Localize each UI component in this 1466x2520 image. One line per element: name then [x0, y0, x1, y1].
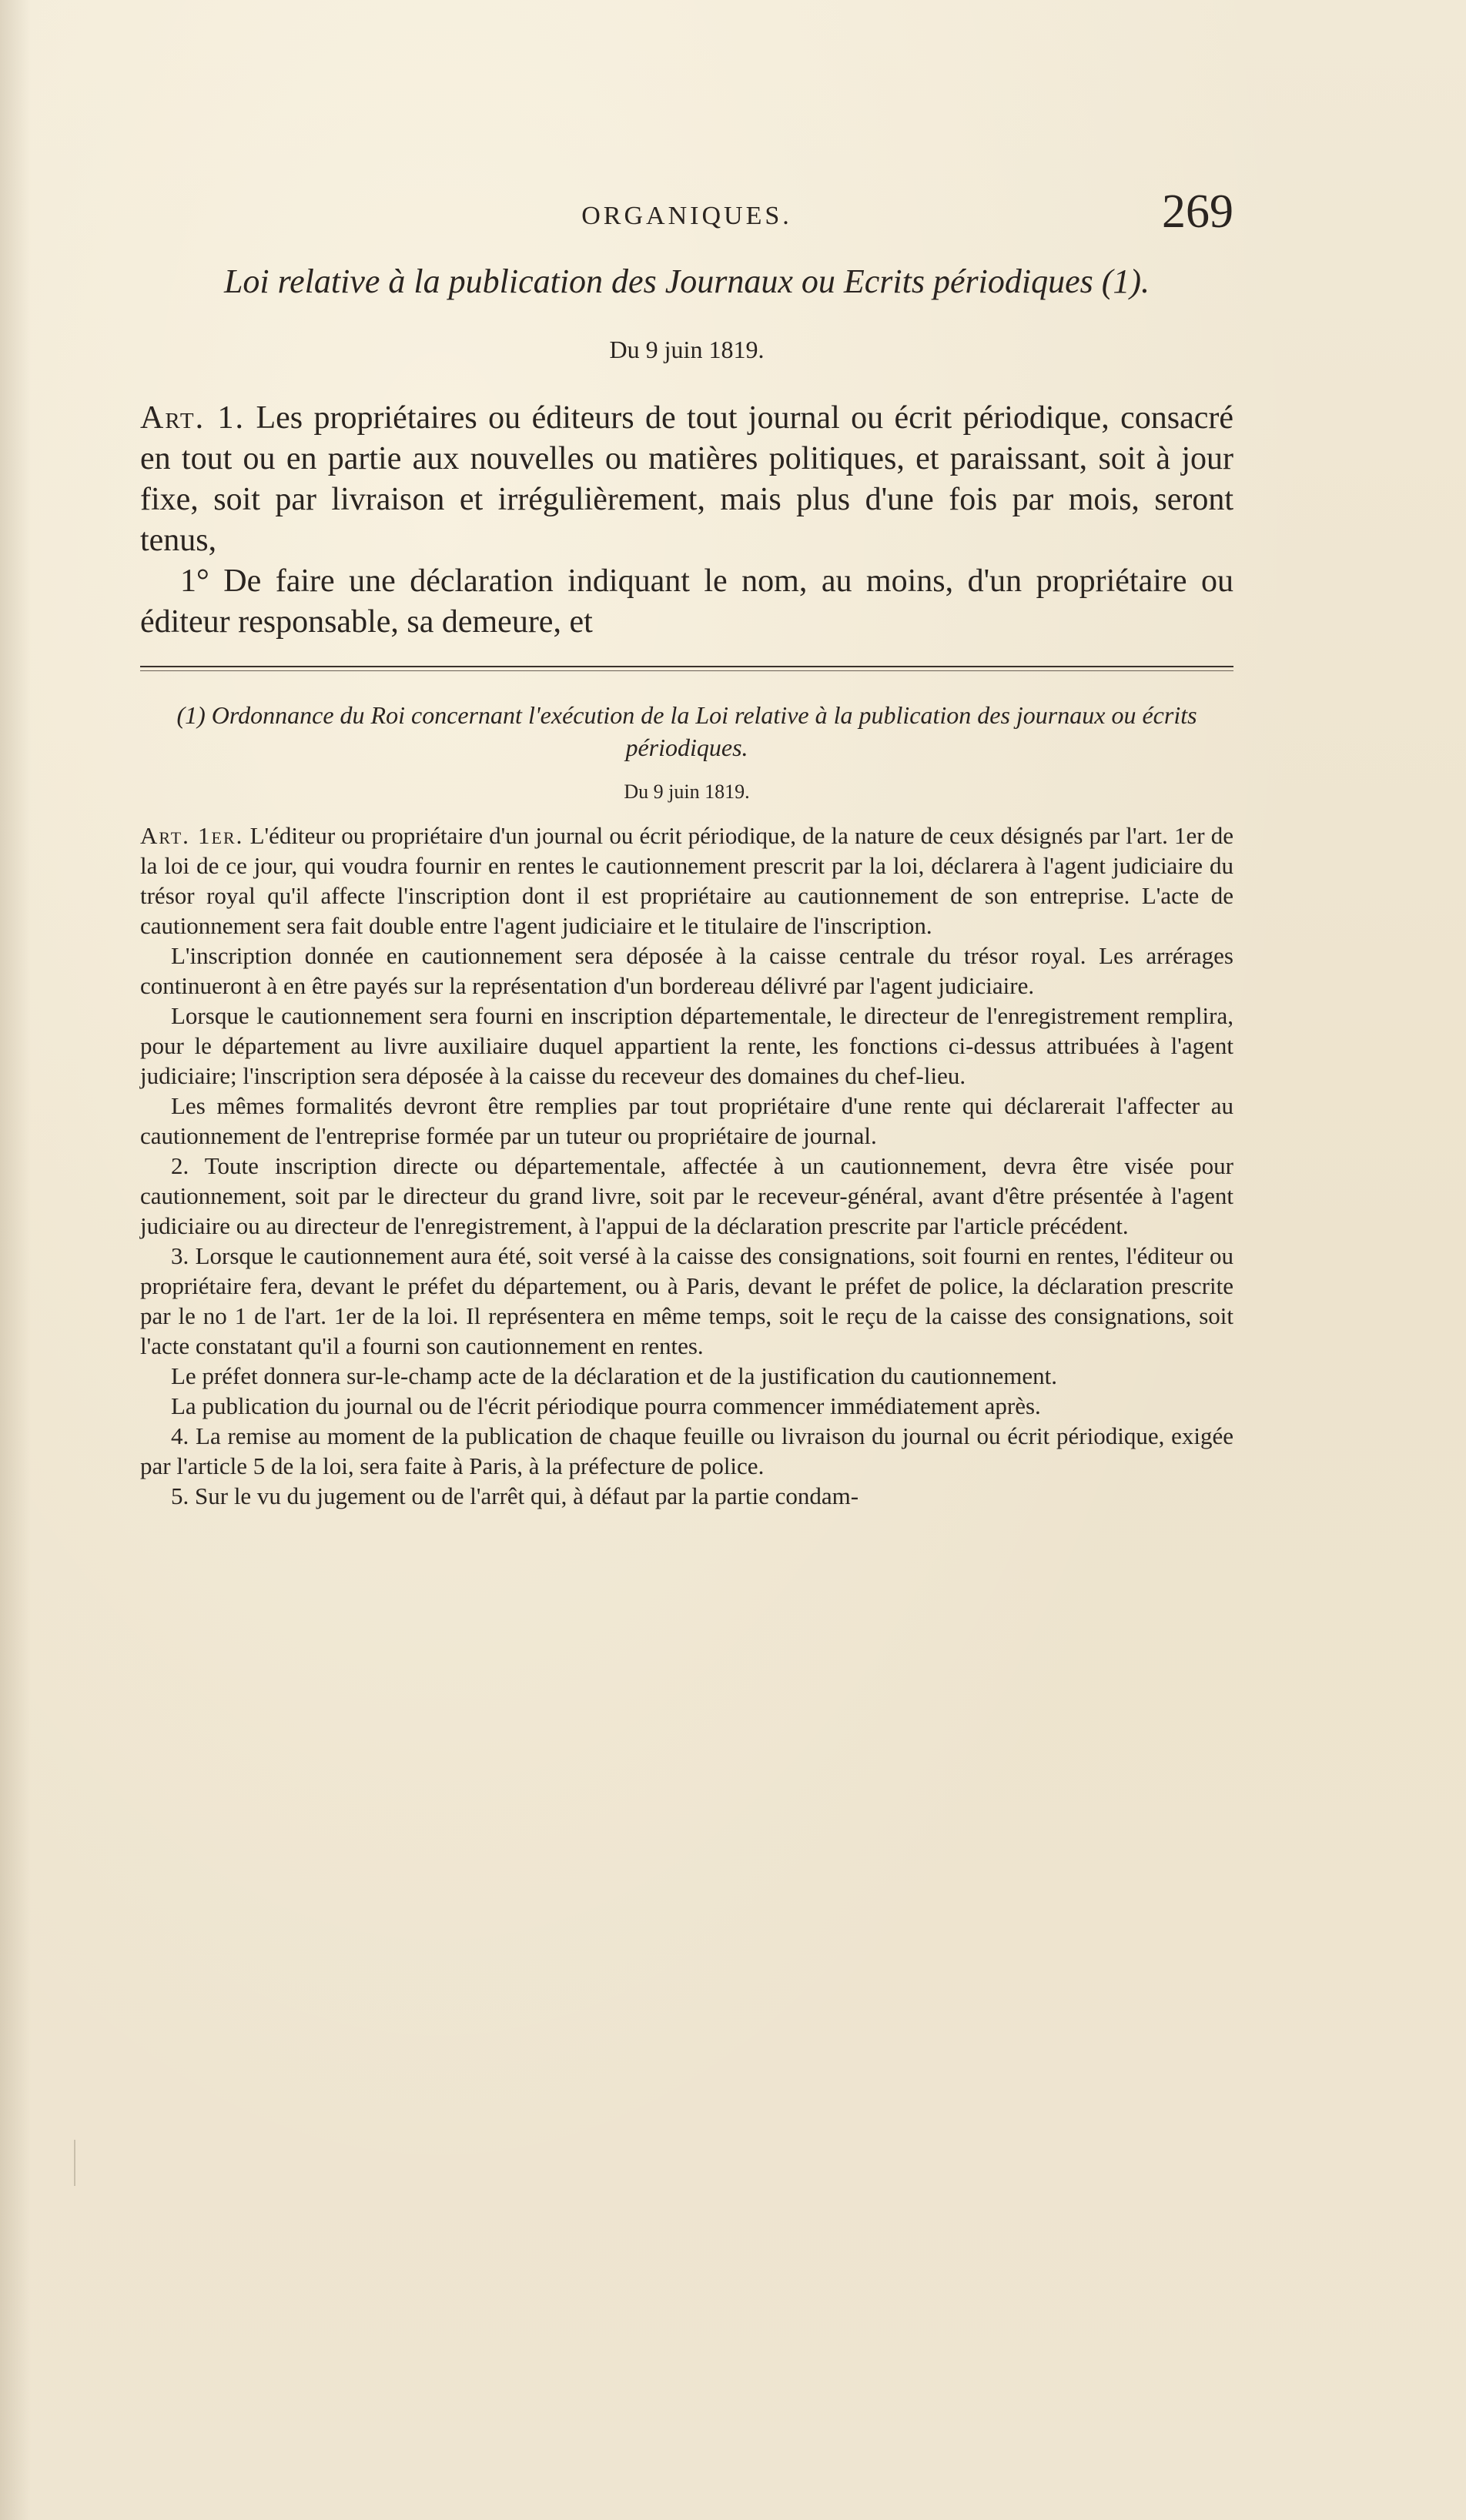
footnote-paragraph-7: Le préfet donnera sur-le-champ acte de la déclaration et de la justification du cautionnement.: [171, 1362, 1058, 1389]
footnote-title: (1) Ordonnance du Roi concernant l'exécution de la Loi relative à la publication des journaux ou écrits périodiques.: [176, 701, 1197, 761]
footnote-separator: [140, 666, 1233, 671]
margin-mark: [74, 2140, 75, 2186]
footnote-paragraph-2: L'inscription donnée en cautionnement sera déposée à la caisse centrale du trésor royal. Les arrérages continueront à en être payés sur la représentation d'un bordereau délivré par l'agent judiciaire.: [140, 942, 1233, 999]
footnote-article-1-label: Art. 1er.: [140, 822, 244, 849]
page-header: [140, 185, 1233, 256]
running-title: ORGANIQUES.: [581, 202, 792, 230]
footnote-article-2: 2. Toute inscription directe ou départementale, affectée à un cautionnement, devra être visée pour cautionnement, soit par le directeur du grand livre, soit par le receveur-général, avant d'être présentée à l'agent judiciaire ou au directeur de l'enregistrement, à l'appui de la déclaration prescrite par l'article précédent.: [140, 1152, 1233, 1239]
footnote: [140, 699, 1233, 1511]
footnote-article-5: 5. Sur le vu du jugement ou de l'arrêt qui, à défaut par la partie condam-: [171, 1482, 859, 1509]
law-title: Loi relative à la publication des Journaux ou Ecrits périodiques (1).: [223, 262, 1150, 300]
footnote-paragraph-8: La publication du journal ou de l'écrit périodique pourra commencer immédiatement après.: [171, 1392, 1041, 1419]
law-date: Du 9 juin 1819.: [609, 336, 765, 363]
footnote-paragraph-4: Les mêmes formalités devront être remplies par tout propriétaire d'une rente qui déclarerait l'affecter au cautionnement de l'entreprise formée par un tuteur ou propriétaire de journal.: [140, 1092, 1233, 1149]
clause-1: 1° De faire une déclaration indiquant le nom, au moins, d'un propriétaire ou éditeur responsable, sa demeure, et: [140, 563, 1233, 640]
page-number: 269: [1162, 185, 1233, 238]
footnote-article-1: [140, 821, 1233, 941]
footnote-article-1-text: L'éditeur ou propriétaire d'un journal ou écrit périodique, de la nature de ceux désignés par l'art. 1er de la loi de ce jour, qui voudra fournir en rentes le cautionnement prescrit par la loi, déclarera à l'agent judiciaire du trésor royal qu'il affecte l'inscription dont il est propriétaire au cautionnement de son entreprise. L'acte de cautionnement sera fait double entre l'agent judiciaire et le titulaire de l'inscription.: [140, 822, 1234, 939]
footnote-date: Du 9 juin 1819.: [624, 780, 750, 803]
article-1: [140, 398, 1233, 561]
footnote-article-3: 3. Lorsque le cautionnement aura été, soit versé à la caisse des consignations, soit fourni en rentes, l'éditeur ou propriétaire fera, devant le préfet du département, ou à Paris, devant le préfet de police, la déclaration prescrite par le no 1 de l'art. 1er de la loi. Il représentera en même temps, soit le reçu de la caisse des consignations, soit l'acte constatant qu'il a fourni son cautionnement en rentes.: [140, 1242, 1233, 1359]
text-column: [140, 185, 1233, 1511]
footnote-paragraph-3: Lorsque le cautionnement sera fourni en inscription départementale, le directeur de l'enregistrement remplira, pour le département au livre auxiliaire duquel appartient la rente, les fonctions ci-dessus attribuées à l'agent judiciaire; l'inscription sera déposée à la caisse du receveur des domaines du chef-lieu.: [140, 1002, 1233, 1089]
page-edge-shadow: [0, 0, 31, 2520]
footnote-article-4: 4. La remise au moment de la publication de chaque feuille ou livraison du journal ou écrit périodique, exigée par l'article 5 de la loi, sera faite à Paris, à la préfecture de police.: [140, 1422, 1233, 1479]
article-1-label: Art. 1.: [140, 400, 246, 436]
law-body: [140, 398, 1233, 643]
article-1-text: Les propriétaires ou éditeurs de tout journal ou écrit périodique, consacré en tout ou en partie aux nouvelles ou matières politiques, et paraissant, soit à jour fixe, soit par livraison et irrégulièrement, mais plus d'une fois par mois, seront tenus,: [140, 400, 1233, 558]
